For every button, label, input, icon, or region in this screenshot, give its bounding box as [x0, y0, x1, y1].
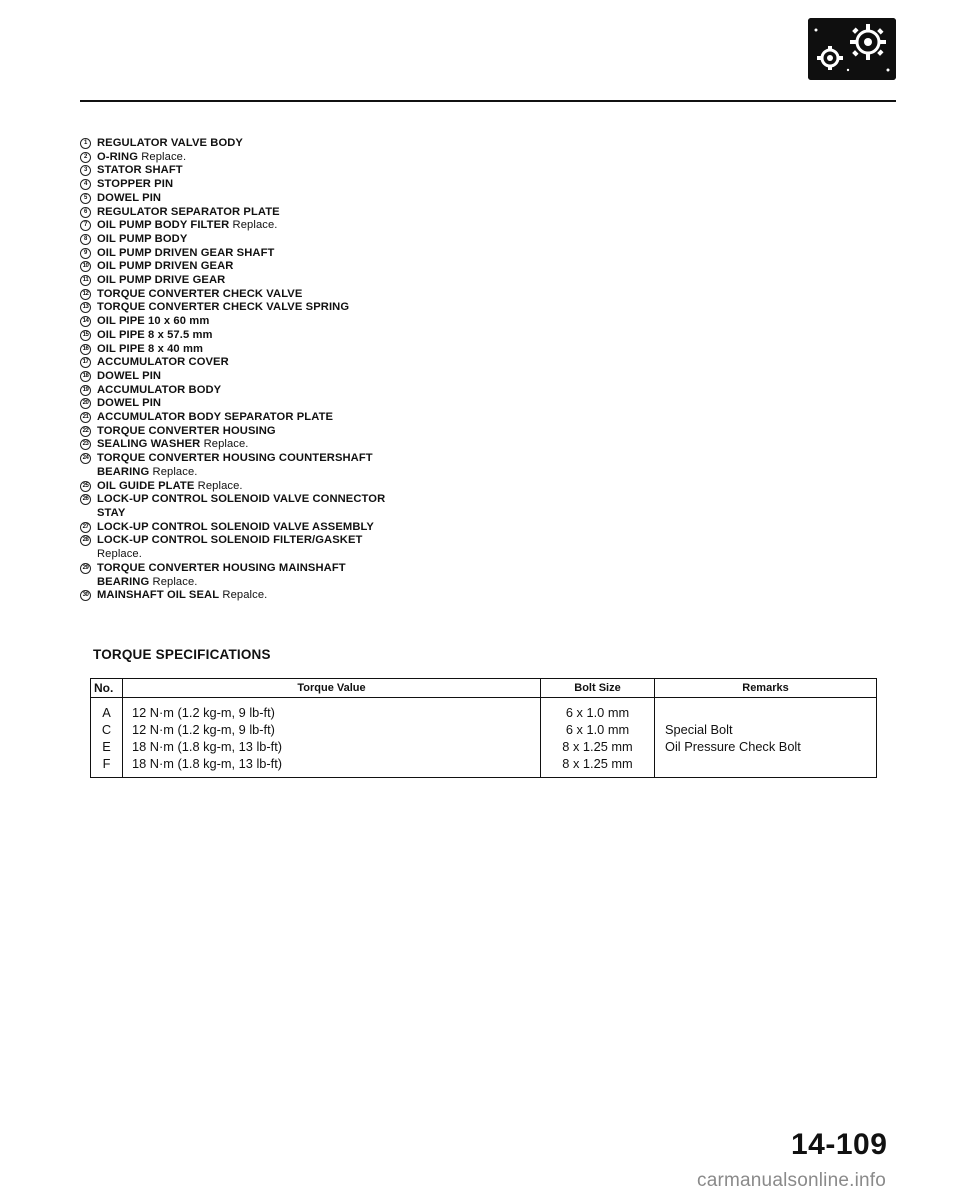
item-text	[97, 480, 640, 494]
list-item	[80, 589, 640, 603]
cell-bolt: 8 x 1.25 mm	[541, 755, 655, 778]
item-number-badge: 19	[80, 385, 91, 396]
cell-torque: 12 N·m (1.2 kg-m, 9 lb-ft)	[123, 721, 541, 738]
cell-bolt: 8 x 1.25 mm	[541, 738, 655, 755]
cell-no: F	[91, 755, 123, 778]
list-item	[80, 534, 640, 561]
list-item	[80, 493, 640, 520]
item-note: Replace.	[97, 548, 142, 561]
item-number-badge: 14	[80, 316, 91, 327]
torque-specs-table	[90, 678, 877, 778]
item-number-badge: 30	[80, 590, 91, 601]
cell-remarks: Oil Pressure Check Bolt	[655, 738, 877, 755]
col-header-bolt: Bolt Size	[541, 679, 655, 698]
table-header-row	[91, 679, 877, 698]
item-number-badge: 29	[80, 563, 91, 574]
item-name: DOWEL PIN	[97, 191, 162, 204]
item-text	[97, 315, 640, 329]
item-second-line	[97, 576, 640, 590]
item-name: REGULATOR VALVE BODY	[97, 137, 243, 149]
item-second-line	[97, 466, 640, 480]
header-rule	[80, 100, 896, 102]
item-name: OIL PUMP BODY FILTER	[97, 219, 230, 232]
item-name: OIL PUMP DRIVE GEAR	[97, 274, 226, 287]
item-number-badge: 24	[80, 453, 91, 464]
item-text	[97, 425, 640, 439]
item-note: Replace.	[197, 479, 243, 492]
table-row	[91, 738, 877, 755]
item-name: ACCUMULATOR BODY SEPARATOR PLATE	[97, 411, 334, 424]
item-number-badge: 5	[80, 193, 91, 204]
item-note: Replace.	[203, 438, 249, 451]
item-name: OIL PIPE 8 x 40 mm	[97, 342, 204, 355]
item-name: OIL PUMP DRIVEN GEAR SHAFT	[97, 246, 275, 259]
item-name: TORQUE CONVERTER CHECK VALVE	[97, 287, 303, 300]
item-number-badge: 21	[80, 412, 91, 423]
item-second-line	[97, 548, 640, 562]
item-number-badge: 18	[80, 371, 91, 382]
torque-specs-title: TORQUE SPECIFICATIONS	[93, 647, 271, 662]
item-number-badge: 15	[80, 330, 91, 341]
item-text	[97, 288, 640, 302]
list-item	[80, 137, 640, 151]
item-text	[97, 411, 640, 425]
cell-remarks	[655, 698, 877, 722]
item-note: Replace.	[232, 219, 278, 232]
cell-no: E	[91, 738, 123, 755]
item-text	[97, 438, 640, 452]
item-text	[97, 274, 640, 288]
watermark-text[interactable]: carmanualsonline.info	[697, 1170, 887, 1191]
item-text	[97, 151, 640, 165]
col-header-no: No.	[91, 679, 123, 698]
item-text	[97, 534, 640, 561]
item-number-badge: 16	[80, 344, 91, 355]
item-name: SEALING WASHER	[97, 438, 201, 451]
item-text	[97, 164, 640, 178]
item-name: OIL GUIDE PLATE	[97, 479, 195, 492]
item-text	[97, 219, 640, 233]
item-number-badge: 8	[80, 234, 91, 245]
item-name-continued: STAY	[97, 506, 126, 519]
item-name: MAINSHAFT OIL SEAL	[97, 589, 220, 602]
item-second-line	[97, 507, 640, 521]
item-number-badge: 10	[80, 261, 91, 272]
item-text	[97, 521, 640, 535]
item-number-badge: 27	[80, 522, 91, 533]
table-row	[91, 721, 877, 738]
list-item	[80, 151, 640, 165]
item-number-badge: 25	[80, 481, 91, 492]
item-name: DOWEL PIN	[97, 397, 162, 410]
list-item	[80, 301, 640, 315]
table-row	[91, 698, 877, 722]
item-number-badge: 23	[80, 439, 91, 450]
item-text	[97, 562, 640, 589]
table-row	[91, 755, 877, 778]
item-name: TORQUE CONVERTER CHECK VALVE SPRING	[97, 301, 350, 314]
item-name: ACCUMULATOR BODY	[97, 383, 222, 396]
list-item	[80, 452, 640, 479]
list-item	[80, 329, 640, 343]
list-item	[80, 562, 640, 589]
item-text	[97, 356, 640, 370]
list-item	[80, 233, 640, 247]
item-number-badge: 7	[80, 220, 91, 231]
cell-remarks: Special Bolt	[655, 721, 877, 738]
list-item	[80, 315, 640, 329]
item-name: STATOR SHAFT	[97, 164, 183, 177]
item-text	[97, 301, 640, 315]
cell-torque: 18 N·m (1.8 kg-m, 13 lb-ft)	[123, 755, 541, 778]
col-header-torque: Torque Value	[123, 679, 541, 698]
item-name: ACCUMULATOR COVER	[97, 356, 229, 369]
item-name: O-RING	[97, 150, 138, 163]
item-number-badge: 4	[80, 179, 91, 190]
list-item	[80, 178, 640, 192]
item-number-badge: 2	[80, 152, 91, 163]
cell-remarks	[655, 755, 877, 778]
item-number-badge: 3	[80, 165, 91, 176]
item-text	[97, 452, 640, 479]
item-number-badge: 20	[80, 398, 91, 409]
list-item	[80, 260, 640, 274]
item-text	[97, 493, 640, 520]
list-item	[80, 288, 640, 302]
item-text	[97, 178, 640, 192]
item-name: OIL PUMP BODY	[97, 232, 188, 245]
item-text	[97, 247, 640, 261]
list-item	[80, 521, 640, 535]
item-number-badge: 11	[80, 275, 91, 286]
item-name: LOCK-UP CONTROL SOLENOID FILTER/GASKET	[97, 534, 363, 547]
list-item	[80, 480, 640, 494]
item-name: OIL PUMP DRIVEN GEAR	[97, 260, 234, 273]
item-name: TORQUE CONVERTER HOUSING COUNTERSHAFT	[97, 452, 373, 465]
item-name: LOCK-UP CONTROL SOLENOID VALVE ASSEMBLY	[97, 520, 374, 533]
list-item	[80, 274, 640, 288]
item-number-badge: 26	[80, 494, 91, 505]
item-name: OIL PIPE 8 x 57.5 mm	[97, 328, 213, 341]
cell-torque: 12 N·m (1.2 kg-m, 9 lb-ft)	[123, 698, 541, 722]
list-item	[80, 425, 640, 439]
parts-legend	[80, 137, 640, 603]
item-text	[97, 233, 640, 247]
item-number-badge: 13	[80, 302, 91, 313]
page-number: 14-109	[791, 1128, 888, 1161]
item-text	[97, 397, 640, 411]
list-item	[80, 411, 640, 425]
item-name-continued: BEARING	[97, 465, 150, 478]
item-text	[97, 329, 640, 343]
cell-bolt: 6 x 1.0 mm	[541, 721, 655, 738]
item-name: STOPPER PIN	[97, 178, 174, 191]
item-name-continued: BEARING	[97, 575, 150, 588]
item-name: REGULATOR SEPARATOR PLATE	[97, 205, 280, 218]
item-number-badge: 12	[80, 289, 91, 300]
item-text	[97, 343, 640, 357]
item-text	[97, 137, 640, 151]
cell-torque: 18 N·m (1.8 kg-m, 13 lb-ft)	[123, 738, 541, 755]
item-number-badge: 1	[80, 138, 91, 149]
list-item	[80, 356, 640, 370]
item-name: OIL PIPE 10 x 60 mm	[97, 315, 210, 328]
item-text	[97, 206, 640, 220]
item-text	[97, 589, 640, 603]
list-item	[80, 370, 640, 384]
item-text	[97, 384, 640, 398]
cell-bolt: 6 x 1.0 mm	[541, 698, 655, 722]
item-number-badge: 9	[80, 248, 91, 259]
item-name: DOWEL PIN	[97, 369, 162, 382]
cell-no: C	[91, 721, 123, 738]
item-name: LOCK-UP CONTROL SOLENOID VALVE CONNECTOR	[97, 493, 386, 506]
item-number-badge: 17	[80, 357, 91, 368]
item-note: Replace.	[141, 150, 187, 163]
item-number-badge: 28	[80, 535, 91, 546]
item-text	[97, 260, 640, 274]
list-item	[80, 384, 640, 398]
list-item	[80, 343, 640, 357]
item-text	[97, 370, 640, 384]
list-item	[80, 397, 640, 411]
col-header-remarks: Remarks	[655, 679, 877, 698]
gears-icon	[808, 18, 896, 80]
item-note: Repalce.	[222, 589, 268, 602]
list-item	[80, 438, 640, 452]
list-item	[80, 219, 640, 233]
cell-no: A	[91, 698, 123, 722]
list-item	[80, 247, 640, 261]
item-number-badge: 6	[80, 207, 91, 218]
list-item	[80, 192, 640, 206]
item-note: Replace.	[152, 465, 198, 478]
item-text	[97, 192, 640, 206]
list-item	[80, 164, 640, 178]
item-name: TORQUE CONVERTER HOUSING	[97, 424, 276, 437]
item-number-badge: 22	[80, 426, 91, 437]
item-note: Replace.	[152, 575, 198, 588]
list-item	[80, 206, 640, 220]
item-name: TORQUE CONVERTER HOUSING MAINSHAFT	[97, 561, 346, 574]
